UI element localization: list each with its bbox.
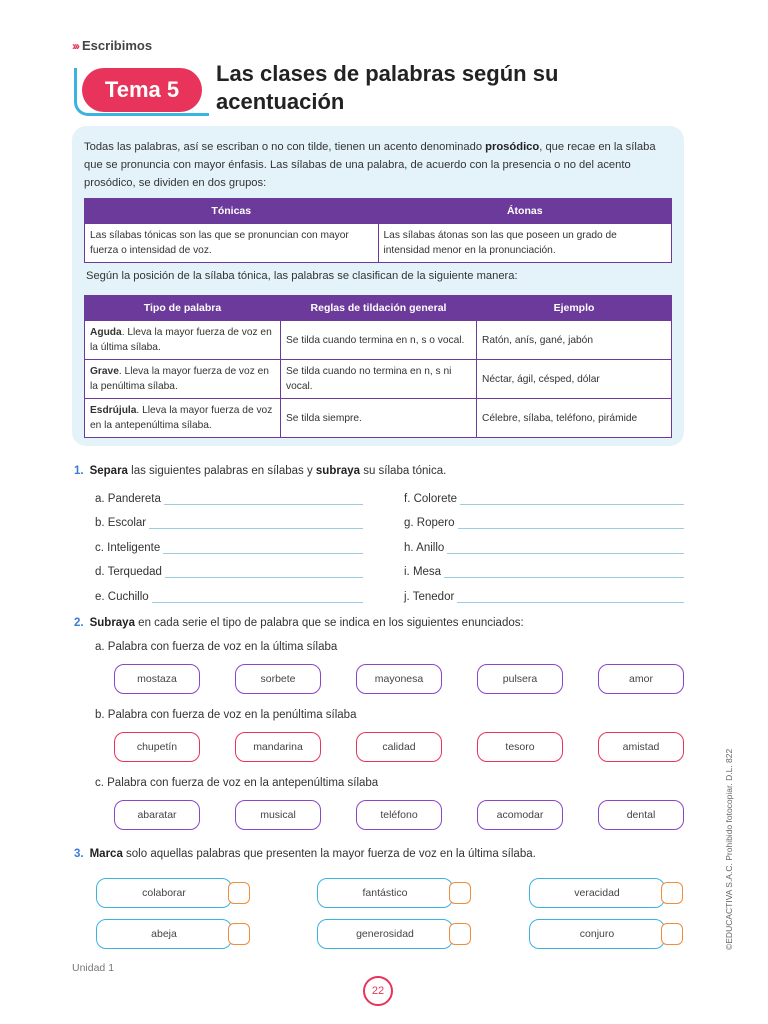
answer-field[interactable]: h. Anillo — [404, 538, 684, 554]
mark-option-veracidad[interactable]: veracidad — [529, 878, 665, 908]
answer-field[interactable]: c. Inteligente — [95, 538, 363, 554]
option-amor[interactable]: amor — [598, 664, 684, 694]
checkbox-icon[interactable] — [661, 923, 683, 945]
question-2: 2. Subraya en cada serie el tipo de palabra que se indica en los siguientes enunciados: — [74, 617, 524, 629]
question-1: 1. Separa las siguientes palabras en sílabas y subraya su sílaba tónica. — [74, 465, 447, 477]
question-3: 3. Marca solo aquellas palabras que presenten la mayor fuerza de voz en la última sílaba. — [74, 848, 536, 860]
chevron-icon: ››› — [72, 39, 78, 53]
answer-field[interactable]: b. Escolar — [95, 513, 363, 529]
series-b-label: b. Palabra con fuerza de voz en la penúltima sílaba — [95, 709, 357, 721]
checkbox-icon[interactable] — [228, 882, 250, 904]
answer-field[interactable]: f. Colorete — [404, 489, 684, 505]
mark-option-generosidad[interactable]: generosidad — [317, 919, 453, 949]
answer-field[interactable]: d. Terquedad — [95, 562, 363, 578]
option-amistad[interactable]: amistad — [598, 732, 684, 762]
table-row: Esdrújula. Lleva la mayor fuerza de voz en la antepenúltima sílaba. Se tilda siempre. Célebre, sílaba, teléfono, pirámide — [85, 399, 672, 438]
answer-field[interactable]: j. Tenedor — [404, 587, 684, 603]
series-a-label: a. Palabra con fuerza de voz en la última sílaba — [95, 641, 338, 653]
option-mayonesa[interactable]: mayonesa — [356, 664, 442, 694]
option-sorbete[interactable]: sorbete — [235, 664, 321, 694]
mark-option-colaborar[interactable]: colaborar — [96, 878, 232, 908]
page-title: Las clases de palabras según su acentuación — [216, 61, 559, 114]
word-type-table — [84, 295, 672, 438]
option-musical[interactable]: musical — [235, 800, 321, 830]
series-c-label: c. Palabra con fuerza de voz en la antepenúltima sílaba — [95, 777, 379, 789]
option-calidad[interactable]: calidad — [356, 732, 442, 762]
answer-field[interactable]: e. Cuchillo — [95, 587, 363, 603]
checkbox-icon[interactable] — [449, 923, 471, 945]
option-mandarina[interactable]: mandarina — [235, 732, 321, 762]
mark-option-conjuro[interactable]: conjuro — [529, 919, 665, 949]
option-mostaza[interactable]: mostaza — [114, 664, 200, 694]
option-tesoro[interactable]: tesoro — [477, 732, 563, 762]
section-label: ››› Escribimos — [72, 38, 153, 53]
page-number: 22 — [363, 976, 393, 1006]
unit-label: Unidad 1 — [72, 962, 115, 974]
cell-atonas: Las sílabas átonas son las que poseen un grado de intensidad menor en la pronunciación. — [378, 224, 672, 263]
header-reglas: Reglas de tildación general — [281, 296, 477, 321]
answer-field[interactable]: g. Ropero — [404, 513, 684, 529]
answer-field[interactable]: i. Mesa — [404, 562, 684, 578]
table-row: Aguda. Lleva la mayor fuerza de voz en la última sílaba. Se tilda cuando termina en n, s o vocal. Ratón, anís, gané, jabón — [85, 321, 672, 360]
intro-paragraph: Todas las palabras, así se escriban o no con tilde, tienen un acento denominado prosódico, que recae en la sílaba que se pronuncia con mayor énfasis. Las sílabas de una palabra, de acuerdo con la presencia o no del acento prosódico, se dividen en dos grupos: — [84, 141, 656, 189]
header-atonas: Átonas — [378, 199, 672, 224]
checkbox-icon[interactable] — [661, 882, 683, 904]
table-row: Grave. Lleva la mayor fuerza de voz en la penúltima sílaba. Se tilda cuando no termina en n, s ni vocal. Néctar, ágil, césped, dólar — [85, 360, 672, 399]
answer-field[interactable]: a. Pandereta — [95, 489, 363, 505]
option-dental[interactable]: dental — [598, 800, 684, 830]
checkbox-icon[interactable] — [228, 923, 250, 945]
cell-tonicas: Las sílabas tónicas son las que se pronuncian con mayor fuerza o intensidad de voz. — [85, 224, 379, 263]
classification-intro: Según la posición de la sílaba tónica, las palabras se clasifican de la siguiente manera: — [86, 270, 518, 282]
option-pulsera[interactable]: pulsera — [477, 664, 563, 694]
option-abaratar[interactable]: abaratar — [114, 800, 200, 830]
syllable-table — [84, 198, 672, 263]
copyright-notice: ©EDUCACTIVA S.A.C. Prohibido fotocopiar. D.L. 822 — [724, 748, 734, 950]
header-tonicas: Tónicas — [85, 199, 379, 224]
option-chupetin[interactable]: chupetín — [114, 732, 200, 762]
mark-option-abeja[interactable]: abeja — [96, 919, 232, 949]
header-tipo: Tipo de palabra — [85, 296, 281, 321]
mark-option-fantastico[interactable]: fantástico — [317, 878, 453, 908]
option-telefono[interactable]: teléfono — [356, 800, 442, 830]
checkbox-icon[interactable] — [449, 882, 471, 904]
option-acomodar[interactable]: acomodar — [477, 800, 563, 830]
tema-badge: Tema 5 — [82, 68, 202, 112]
header-ejemplo: Ejemplo — [477, 296, 672, 321]
